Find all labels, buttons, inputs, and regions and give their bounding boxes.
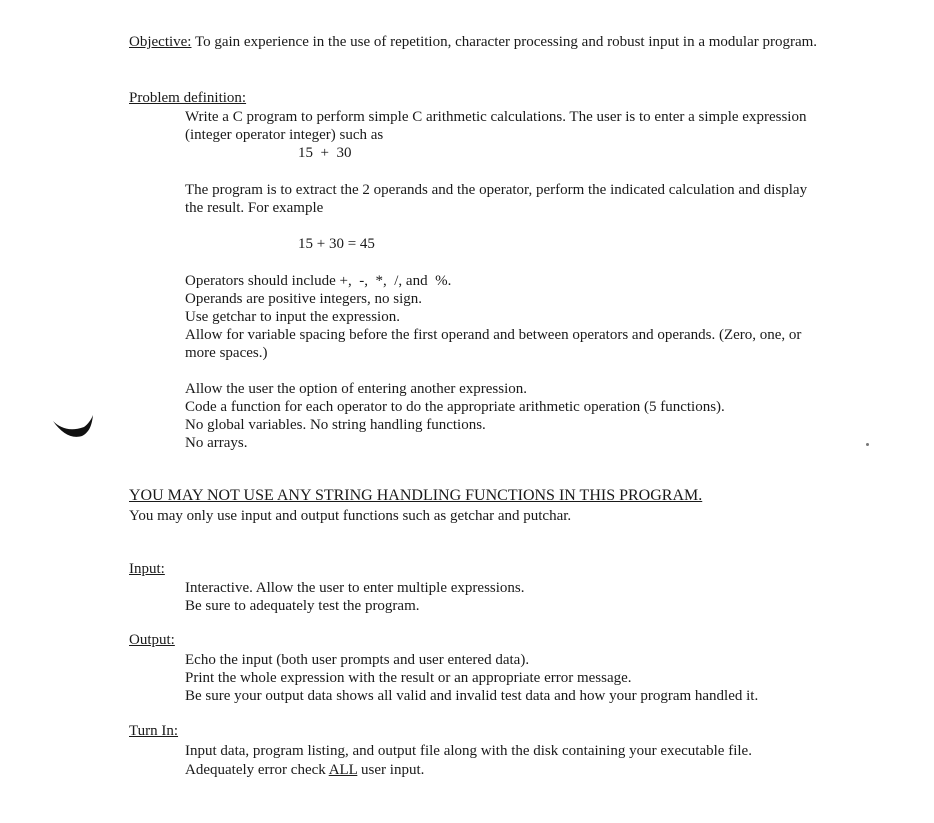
- problem-line: (integer operator integer) such as: [185, 127, 384, 143]
- problem-line: Operators should include +, -, *, /, and %.: [185, 273, 452, 289]
- problem-line: Write a C program to perform simple C arithmetic calculations. The user is to enter a simple expression: [185, 109, 807, 125]
- output-line: Be sure your output data shows all valid and invalid test data and how your program handled it.: [185, 688, 759, 704]
- restriction-text: You may only use input and output functions such as getchar and putchar.: [129, 508, 572, 524]
- restriction-heading: YOU MAY NOT USE ANY STRING HANDLING FUNCTIONS IN THIS PROGRAM.: [129, 487, 703, 504]
- output-line: Print the whole expression with the result or an appropriate error message.: [185, 670, 632, 686]
- input-line: Interactive. Allow the user to enter multiple expressions.: [185, 580, 525, 596]
- problem-line: No global variables. No string handling functions.: [185, 417, 486, 433]
- example-result: 15 + 30 = 45: [298, 236, 375, 252]
- example-expression: 15 + 30: [298, 145, 352, 161]
- turnin-line-end: user input.: [357, 762, 425, 778]
- problem-line: Use getchar to input the expression.: [185, 309, 400, 325]
- check-mark-icon: [50, 412, 96, 440]
- turnin-heading: Turn In:: [129, 723, 179, 739]
- output-heading: Output:: [129, 632, 175, 648]
- turnin-line: Input data, program listing, and output file along with the disk containing your executable file.: [185, 743, 752, 759]
- problem-line: The program is to extract the 2 operands and the operator, perform the indicated calculation and display: [185, 182, 808, 198]
- input-heading: Input:: [129, 561, 165, 577]
- problem-line: Code a function for each operator to do the appropriate arithmetic operation (5 functions).: [185, 399, 725, 415]
- stray-dot: [866, 443, 869, 446]
- problem-line: No arrays.: [185, 435, 248, 451]
- problem-line: Allow for variable spacing before the first operand and between operators and operands. (Zero, one, or: [185, 327, 802, 343]
- output-line: Echo the input (both user prompts and user entered data).: [185, 652, 530, 668]
- turnin-emphasis: ALL: [328, 762, 358, 778]
- problem-line: Operands are positive integers, no sign.: [185, 291, 423, 307]
- turnin-line: [185, 761, 424, 779]
- objective-text: To gain experience in the use of repetition, character processing and robust input in a modular program.: [194, 34, 818, 50]
- problem-heading: Problem definition:: [129, 90, 247, 106]
- problem-line: Allow the user the option of entering another expression.: [185, 381, 527, 397]
- turnin-line-start: Adequately error check: [185, 762, 329, 778]
- objective-label: Objective:: [129, 34, 192, 50]
- objective: [129, 33, 817, 51]
- problem-line: more spaces.): [185, 345, 268, 361]
- problem-line: the result. For example: [185, 200, 324, 216]
- input-line: Be sure to adequately test the program.: [185, 598, 420, 614]
